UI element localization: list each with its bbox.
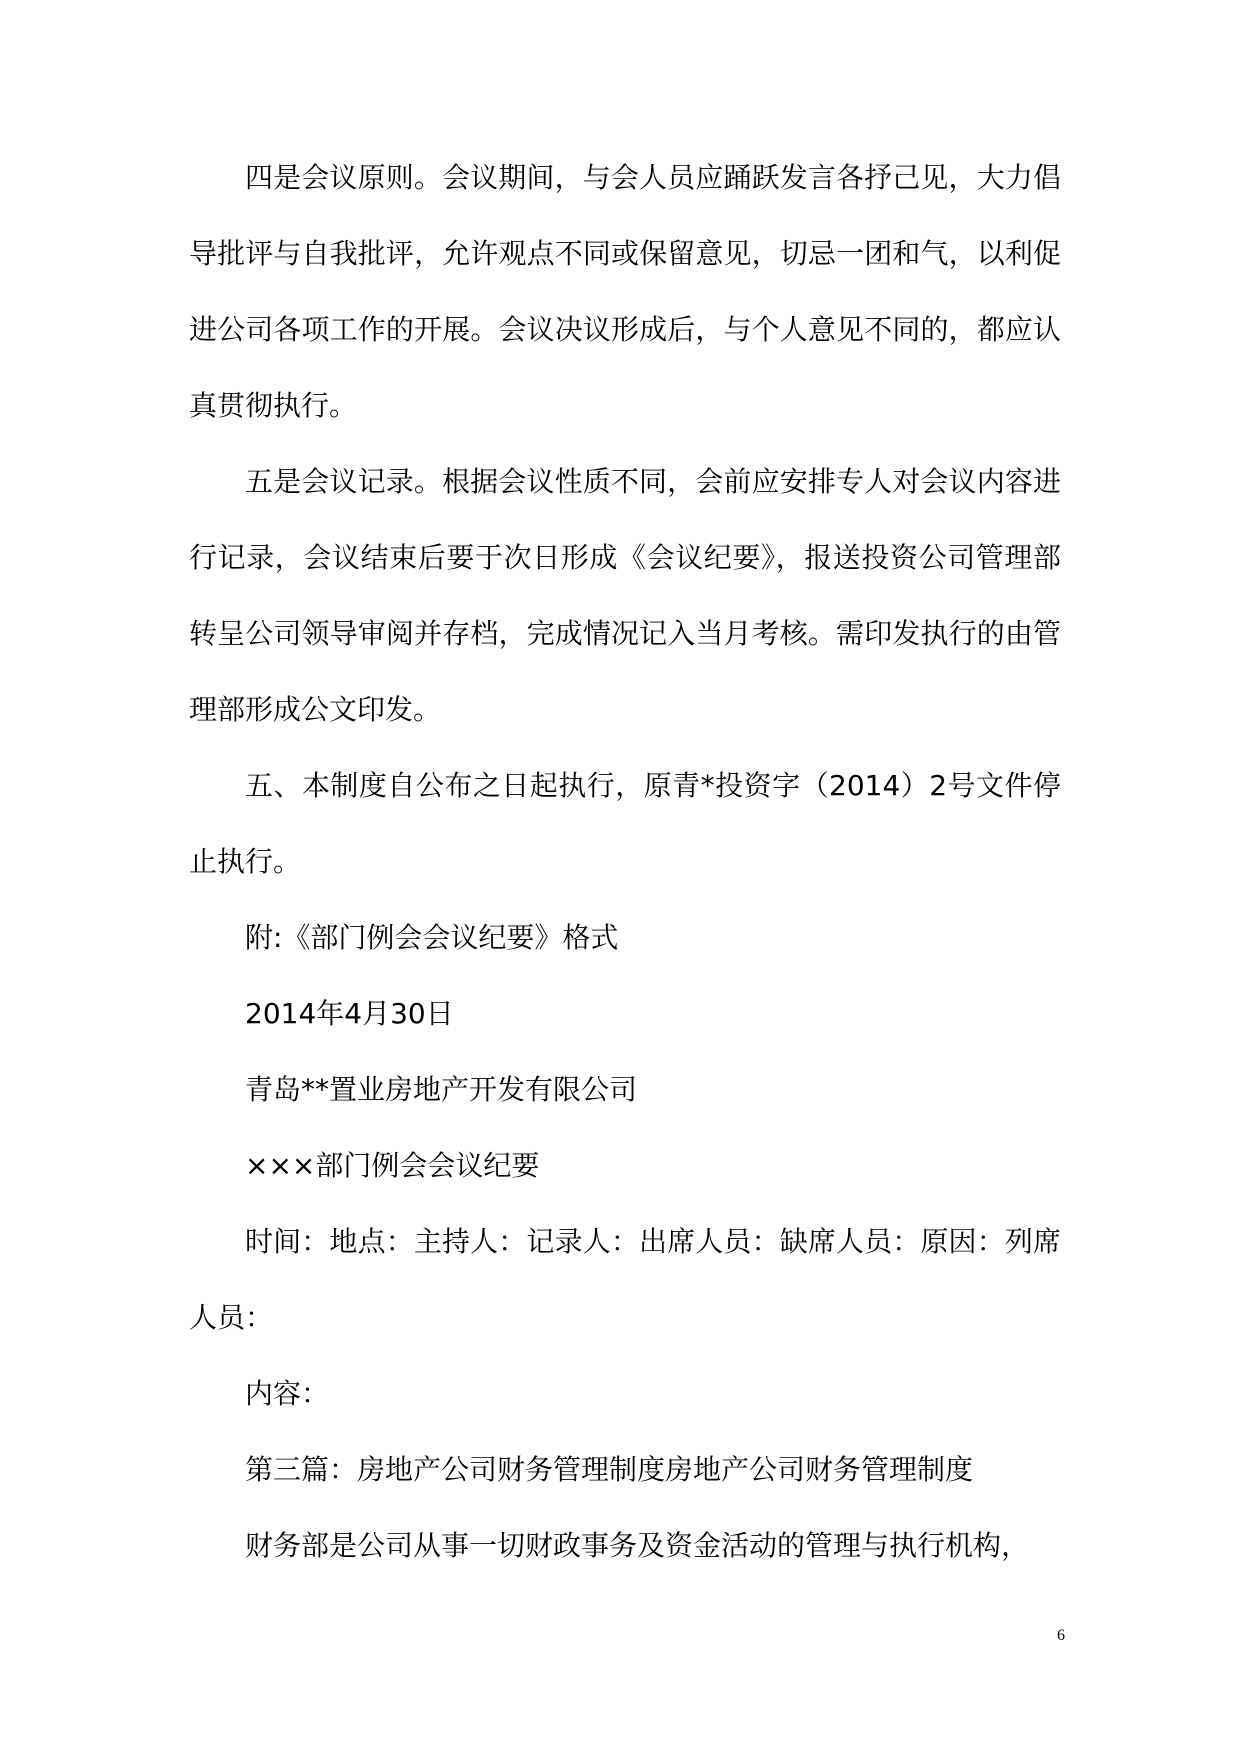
paragraph-effective-date: 五、本制度自公布之日起执行，原青*投资字（2014）2号文件停止执行。: [189, 769, 1061, 878]
paragraph-attachment: 附:《部门例会会议纪要》格式: [245, 921, 619, 954]
paragraph-date: 2014年4月30日: [245, 997, 454, 1030]
paragraph-minutes-fields: 时间：地点：主持人：记录人：出席人员：缺席人员：原因：列席人员：: [189, 1225, 1061, 1334]
paragraph-company-name: 青岛**置业房地产开发有限公司: [245, 1073, 638, 1106]
paragraph-meeting-principles: 四是会议原则。会议期间，与会人员应踊跃发言各抒己见，大力倡导批评与自我批评，允许观点不同或保留意见，切忌一团和气，以利促进公司各项工作的开展。会议决议形成后，与个人意见不同的，都应认真贯彻执行。: [189, 161, 1061, 422]
paragraph-minutes-title: ×××部门例会会议纪要: [245, 1149, 540, 1182]
paragraph-meeting-records: 五是会议记录。根据会议性质不同，会前应安排专人对会议内容进行记录，会议结束后要于次日形成《会议纪要》，报送投资公司管理部转呈公司领导审阅并存档，完成情况记入当月考核。需印发执行的由管理部形成公文印发。: [189, 465, 1061, 726]
body-text: [189, 140, 1061, 1584]
paragraph-finance-dept: 财务部是公司从事一切财政事务及资金活动的管理与执行机构，: [245, 1529, 1030, 1562]
paragraph-section-heading: 第三篇：房地产公司财务管理制度房地产公司财务管理制度: [245, 1453, 974, 1486]
paragraph-content-label: 内容：: [245, 1377, 330, 1410]
page-number: 6: [1057, 1627, 1065, 1644]
